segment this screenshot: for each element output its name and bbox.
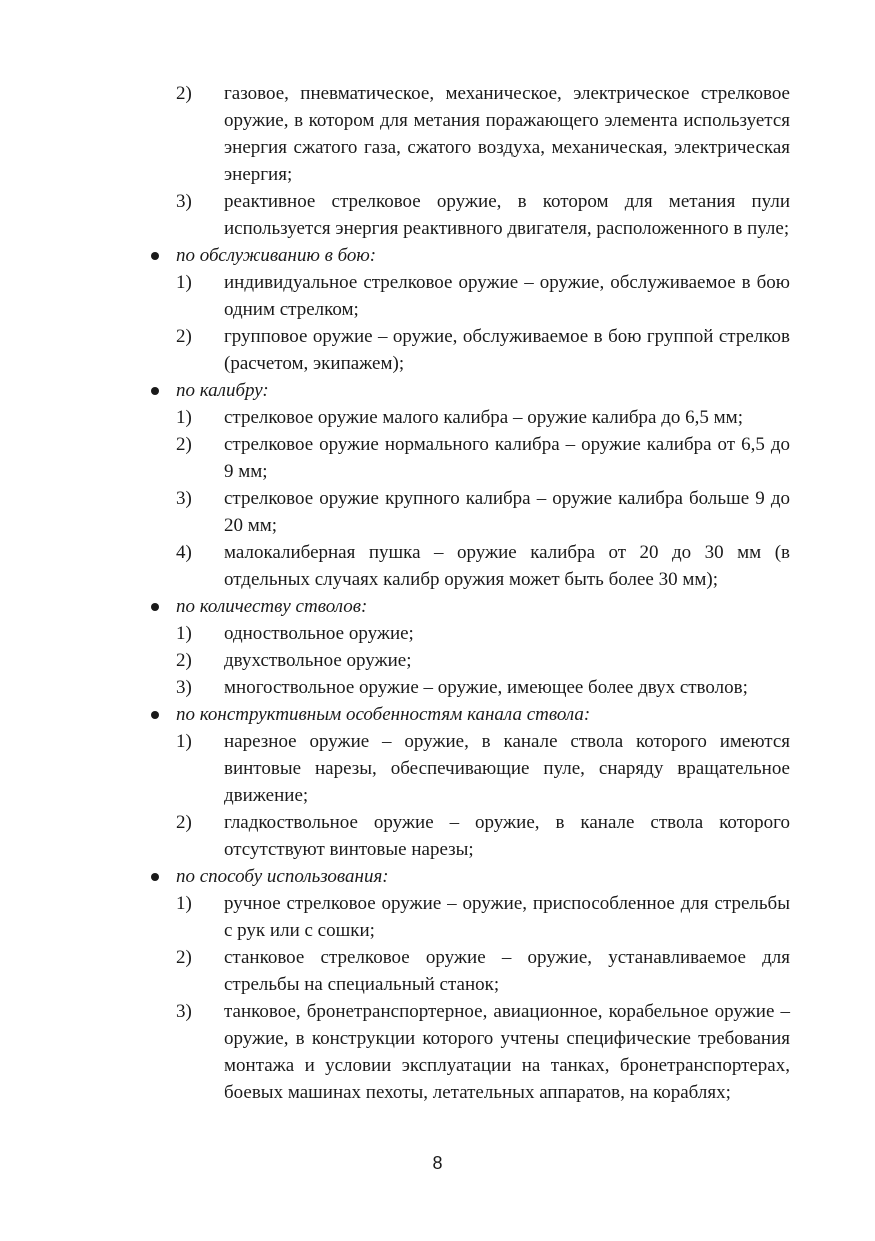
- list-item-number: 3): [176, 677, 192, 698]
- list-item: [176, 728, 790, 809]
- list-item: [176, 404, 790, 431]
- list-item: [176, 944, 790, 998]
- category-heading: [150, 863, 790, 890]
- list-item-number: 1): [176, 272, 192, 293]
- list-item-text: стрелковое оружие нормального калибра – оружие калибра от 6,5 до 9 мм;: [224, 434, 790, 482]
- list-item-text: ручное стрелковое оружие – оружие, приспособленное для стрельбы с рук или с сошки;: [224, 893, 790, 941]
- list-item-number: 2): [176, 326, 192, 347]
- list-item-text: двухствольное оружие;: [224, 650, 412, 671]
- category-heading: [150, 242, 790, 269]
- list-item-text: стрелковое оружие крупного калибра – оружие калибра больше 9 до 20 мм;: [224, 488, 790, 536]
- category-heading: [150, 701, 790, 728]
- list-item-number: 3): [176, 1001, 192, 1022]
- list-item: [176, 674, 790, 701]
- category-heading-text: по способу использования:: [176, 866, 389, 887]
- list-item: [176, 809, 790, 863]
- list-item-text: малокалиберная пушка – оружие калибра от 20 до 30 мм (в отдельных случаях калибр оружия может быть более 30 мм);: [224, 542, 790, 590]
- category-heading: [150, 593, 790, 620]
- list-item: [176, 998, 790, 1106]
- list-item-text: станковое стрелковое оружие – оружие, устанавливаемое для стрельбы на специальный станок;: [224, 947, 790, 995]
- category-heading-text: по обслуживанию в бою:: [176, 245, 377, 266]
- list-item-number: 1): [176, 407, 192, 428]
- list-item-number: 1): [176, 731, 192, 752]
- list-item-text: индивидуальное стрелковое оружие – оружие, обслуживаемое в бою одним стрелком;: [224, 272, 790, 320]
- list-item: [176, 647, 790, 674]
- list-item: [176, 80, 790, 188]
- list-item: [176, 188, 790, 242]
- bullet-dot-icon: [151, 711, 159, 719]
- list-item-text: танковое, бронетранспортерное, авиационное, корабельное оружие – оружие, в конструкции которого учтены специфические требования монтажа и условии эксплуатации на танках, бронетранспортерах, боевых машинах пехоты, летательных аппаратов, на кораблях;: [224, 1001, 790, 1103]
- category-heading-text: по количеству стволов:: [176, 596, 368, 617]
- list-item-number: 4): [176, 542, 192, 563]
- list-item-number: 2): [176, 947, 192, 968]
- list-item-text: групповое оружие – оружие, обслуживаемое в бою группой стрелков (расчетом, экипажем);: [224, 326, 790, 374]
- bullet-dot-icon: [151, 387, 159, 395]
- list-item-text: гладкоствольное оружие – оружие, в канале ствола которого отсутствуют винтовые нарезы;: [224, 812, 790, 860]
- list-item-number: 1): [176, 893, 192, 914]
- list-item-text: газовое, пневматическое, механическое, электрическое стрелковое оружие, в котором для метания поражающего элемента используется энергия сжатого газа, сжатого воздуха, механическая, электрическая энергия;: [224, 83, 790, 185]
- list-item: [176, 269, 790, 323]
- page-number: 8: [432, 1153, 443, 1173]
- bullet-dot-icon: [151, 873, 159, 881]
- list-item-text: реактивное стрелковое оружие, в котором для метания пули используется энергия реактивного двигателя, расположенного в пуле;: [224, 191, 790, 239]
- category-heading: [150, 377, 790, 404]
- bullet-dot-icon: [151, 603, 159, 611]
- category-heading-text: по калибру:: [176, 380, 269, 401]
- list-item: [176, 323, 790, 377]
- list-item-number: 2): [176, 812, 192, 833]
- list-item: [176, 890, 790, 944]
- page-content: [150, 80, 790, 1106]
- list-item-number: 2): [176, 650, 192, 671]
- list-item: [176, 620, 790, 647]
- list-item: [176, 431, 790, 485]
- list-item-text: стрелковое оружие малого калибра – оружие калибра до 6,5 мм;: [224, 407, 743, 428]
- category-heading-text: по конструктивным особенностям канала ствола:: [176, 704, 591, 725]
- list-item-text: нарезное оружие – оружие, в канале ствола которого имеются винтовые нарезы, обеспечивающие пуле, снаряду вращательное движение;: [224, 731, 790, 806]
- list-item: [176, 485, 790, 539]
- list-item-number: 2): [176, 83, 192, 104]
- list-item-number: 2): [176, 434, 192, 455]
- bullet-dot-icon: [151, 252, 159, 260]
- list-item-number: 3): [176, 488, 192, 509]
- list-item-text: многоствольное оружие – оружие, имеющее более двух стволов;: [224, 677, 748, 698]
- list-item-number: 1): [176, 623, 192, 644]
- list-item: [176, 539, 790, 593]
- list-item-number: 3): [176, 191, 192, 212]
- list-item-text: одноствольное оружие;: [224, 623, 414, 644]
